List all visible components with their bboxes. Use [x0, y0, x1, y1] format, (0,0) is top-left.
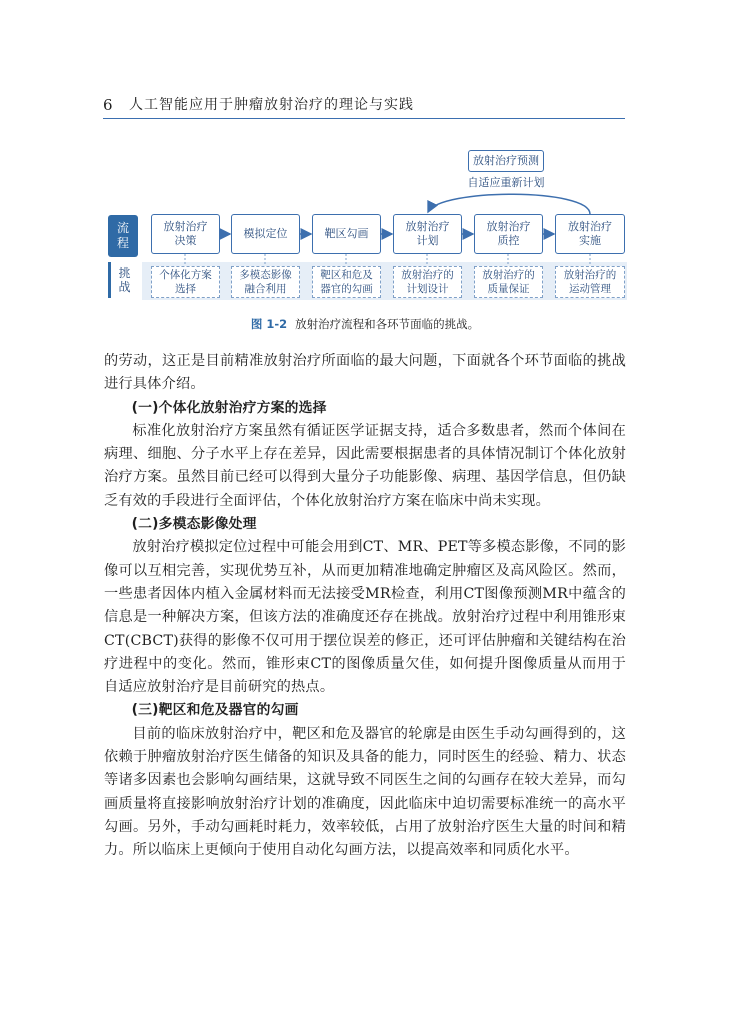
section-paragraph-3: 目前的临床放射治疗中，靶区和危及器官的轮廓是由医生手动勾画得到的，这依赖于肿瘤放射治疗医生储备的知识及具备的能力，同时医生的经验、精力、状态等诸多因素也会影响勾画结果，这就导致不同医生之间的勾画存在较大差异，而勾画质量将直接影响放射治疗计划的准确度，因此临床中迫切需要标准统一的高水平勾画。另外，手动勾画耗时耗力，效率较低，占用了放射治疗医生大量的时间和精力。所以临床上更倾向于使用自动化勾画方法，以提高效率和同质化水平。 [104, 725, 626, 859]
predict-box: 放射治疗预测 [468, 150, 544, 172]
intro-paragraph: 的劳动，这正是目前精准放射治疗所面临的最大问题，下面就各个环节面临的挑战进行具体介绍。 [104, 353, 626, 393]
step-simulation: 模拟定位 [231, 214, 300, 254]
challenge-row-label: 挑 战 [108, 262, 138, 298]
section-title-3: (三)靶区和危及器官的勾画 [131, 702, 299, 719]
challenge-2: 多模态影像 融合利用 [231, 266, 300, 298]
page-number: 6 [103, 96, 113, 114]
adaptive-feedback-arrow [428, 194, 590, 214]
challenge-5: 放射治疗的 质量保证 [474, 266, 543, 298]
section-title-2: (二)多模态影像处理 [131, 516, 257, 533]
body-text [104, 350, 626, 863]
caption-text: 放射治疗流程和各环节面临的挑战。 [295, 317, 480, 331]
adaptive-label: 自适应重新计划 [467, 176, 545, 189]
running-title: 人工智能应用于肿瘤放射治疗的理论与实践 [129, 97, 414, 113]
caption-number: 图 1-2 [250, 317, 288, 331]
challenge-3: 靶区和危及 器官的勾画 [312, 266, 381, 298]
section-paragraph-2: 放射治疗模拟定位过程中可能会用到CT、MR、PET等多模态影像，不同的影像可以互相完善，实现优势互补，从而更加精准地确定肿瘤区及高风险区。然而，一些患者因体内植入金属材料而无法接受MR检查，利用CT图像预测MR中蕴含的信息是一种解决方案，但该方法的准确度还存在挑战。放射治疗过程中利用锥形束CT(CBCT)获得的影像不仅可用于摆位误差的修正，还可评估肿瘤和关键结构在治疗进程中的变化。然而，锥形束CT的图像质量欠佳，如何提升图像质量从而用于自适应放射治疗是目前研究的热点。 [104, 539, 626, 696]
challenge-1: 个体化方案 选择 [151, 266, 220, 298]
section-title-1: (一)个体化放射治疗方案的选择 [131, 399, 327, 416]
step-delivery: 放射治疗 实施 [555, 214, 625, 254]
step-decision: 放射治疗 决策 [151, 214, 220, 254]
flow-row-label: 流 程 [108, 215, 138, 257]
step-contouring: 靶区勾画 [312, 214, 381, 254]
section-paragraph-1: 标准化放射治疗方案虽然有循证医学证据支持，适合多数患者，然而个体间在病理、细胞、分子水平上存在差异，因此需要根据患者的具体情况制订个体化放射治疗方案。虽然目前已经可以得到大量分子功能影像、病理、基因学信息，但仍缺乏有效的手段进行全面评估，个体化放射治疗方案在临床中尚未实现。 [104, 422, 626, 509]
challenge-6: 放射治疗的 运动管理 [555, 266, 625, 298]
step-qa: 放射治疗 质控 [474, 214, 543, 254]
figure-1-2 [0, 0, 730, 340]
figure-caption [0, 316, 730, 332]
challenge-4: 放射治疗的 计划设计 [393, 266, 462, 298]
step-planning: 放射治疗 计划 [393, 214, 462, 254]
